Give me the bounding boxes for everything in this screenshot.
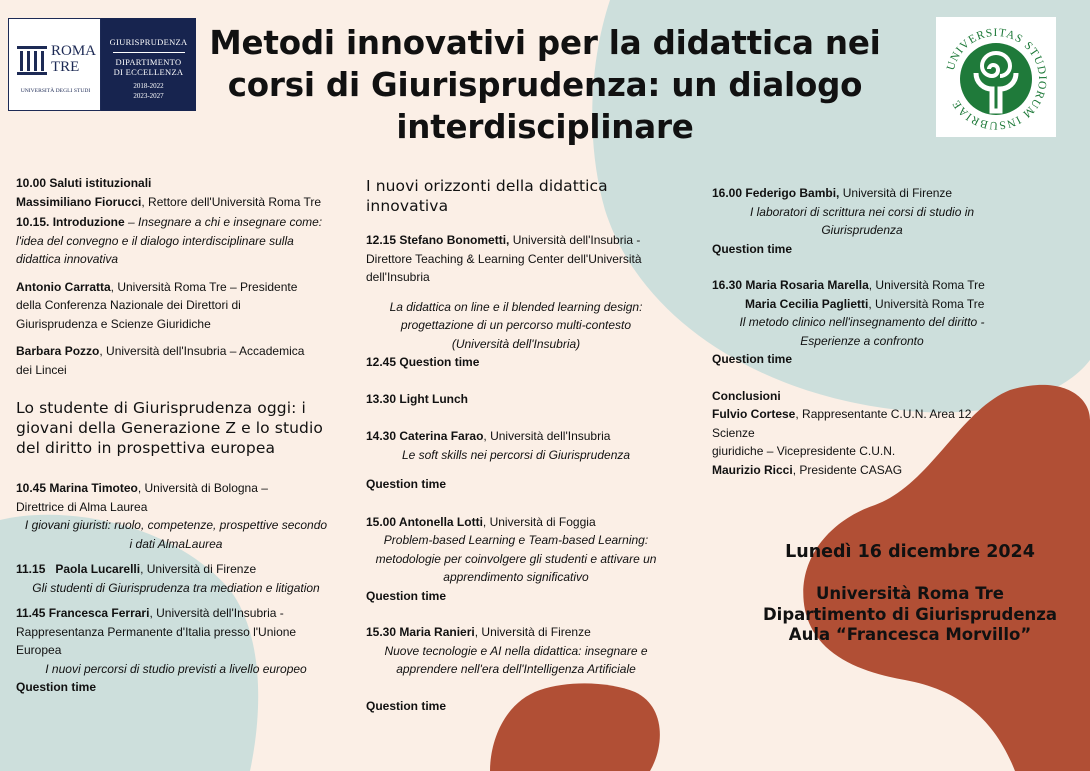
speaker-carratta: Antonio Carratta, Università Roma Tre – Presidente <box>16 279 298 294</box>
question-time-lotti: Question time <box>366 588 447 603</box>
session-marella: 16.30 Maria Rosaria Marella, Università Roma Tre <box>712 278 985 292</box>
session-ferrari: 11.45 Francesca Ferrari, Università dell'Insubria - <box>16 606 284 620</box>
question-time-ranieri: Question time <box>366 698 447 713</box>
section-heading-studente: Lo studente di Giurisprudenza oggi: i giovani della Generazione Z e lo studio del diritto in prospettiva europea <box>16 399 323 457</box>
session-lucarelli: 11.15 Paola Lucarelli, Università di Firenze <box>16 562 257 576</box>
session-ranieri-title-2: apprendere nell'era dell'Intelligenza Artificiale <box>396 662 636 676</box>
session-ferrari-title: I nuovi percorsi di studio previsti a livello europeo <box>45 661 307 676</box>
logo-giurisprudenza: GIURISPRUDENZA <box>109 37 188 47</box>
session-paglietti: Maria Cecilia Paglietti, Università Roma Tre <box>745 296 985 311</box>
title-line-3: interdisciplinare <box>396 108 694 146</box>
session-bonometti-title-2: progettazione di un percorso multi-contesto <box>400 318 632 332</box>
speaker-pozzo: Barbara Pozzo, Università dell'Insubria – Accademica <box>16 344 305 358</box>
page-title <box>200 22 890 148</box>
seal-text: UNIVERSITAS STUDIORUM INSUBRIAE <box>944 26 1049 132</box>
session-intro-line-3: didattica innovativa <box>16 252 119 266</box>
session-intro-line-1: 10.15. Introduzione – Insegnare a chi e insegnare come: <box>16 215 323 229</box>
title-line-2: corsi di Giurisprudenza: un dialogo <box>227 66 863 104</box>
session-farao-title: Le soft skills nei percorsi di Giurisprudenza <box>401 447 631 462</box>
insubria-seal-icon <box>936 17 1056 137</box>
logo-dip1: DIPARTIMENTO <box>115 57 182 67</box>
session-timoteo-title-1: I giovani giuristi: ruolo, competenze, prospettive secondo <box>24 518 328 532</box>
program-column-3 <box>712 184 1012 479</box>
session-bonometti-title-1: La didattica on line e il blended learning design: <box>389 299 643 314</box>
logo-dip2: DI ECCELLENZA <box>113 67 184 77</box>
session-ferrari-aff-3: Europea <box>16 643 62 657</box>
event-location <box>740 584 1080 646</box>
session-saluti-speaker: Massimiliano Fiorucci, Rettore dell'Università Roma Tre <box>16 194 322 209</box>
session-timoteo: 10.45 Marina Timoteo, Università di Bologna – <box>16 481 268 495</box>
session-marella-title-2: Esperienze a confronto <box>800 333 924 348</box>
event-place-2: Dipartimento di Giurisprudenza <box>762 604 1058 624</box>
session-lotti: 15.00 Antonella Lotti, Università di Foggia <box>366 514 596 529</box>
session-lucarelli-title: Gli studenti di Giurisprudenza tra mediation e litigation <box>32 580 320 595</box>
roma-tre-logo-mark <box>8 18 101 111</box>
session-intro-line-2: l'idea del convegno e il dialogo interdisciplinare sulla <box>16 233 294 248</box>
session-ranieri-title-1: Nuove tecnologie e AI nella didattica: insegnare e <box>384 643 648 658</box>
light-lunch: 13.30 Light Lunch <box>366 391 469 406</box>
program-column-1 <box>16 174 336 697</box>
program-column-2 <box>366 176 666 715</box>
session-saluti-time: 10.00 Saluti istituzionali <box>16 176 152 190</box>
session-timoteo-aff-2: Direttrice di Alma Laurea <box>16 499 148 514</box>
event-date: Lunedì 16 dicembre 2024 <box>785 542 1035 562</box>
speaker-cortese-aff-2: giuridiche – Vicepresidente C.U.N. <box>712 444 896 458</box>
insubria-logo <box>936 17 1056 137</box>
event-place-3: Aula “Francesca Morvillo” <box>788 625 1032 644</box>
session-marella-title-1: Il metodo clinico nell'insegnamento del diritto - <box>739 315 985 329</box>
columns-icon <box>17 46 47 76</box>
session-bonometti-aff-3: dell'Insubria <box>366 270 430 284</box>
session-timoteo-title-2: i dati AlmaLaurea <box>129 536 223 551</box>
dipartimento-badge <box>101 18 196 111</box>
speaker-cortese: Fulvio Cortese, Rappresentante C.U.N. Area 12 Scienze <box>712 407 972 440</box>
logo-universita: UNIVERSITÀ DEGLI STUDI <box>20 88 91 94</box>
session-bambi: 16.00 Federigo Bambi, Università di Firenze <box>712 186 953 200</box>
question-time-1245: 12.45 Question time <box>366 355 480 369</box>
logo-years1: 2018-2022 <box>133 82 164 90</box>
session-bambi-title-2: Giurisprudenza <box>821 223 903 237</box>
roma-tre-logo <box>8 18 196 111</box>
conclusioni-heading: Conclusioni <box>712 388 781 403</box>
session-ranieri: 15.30 Maria Ranieri, Università di Firenze <box>366 625 591 639</box>
speaker-carratta-aff-3: Giurisprudenza e Scienze Giuridiche <box>16 316 211 331</box>
session-bonometti-title-3: (Università dell'Insubria) <box>451 336 581 351</box>
logo-roma: ROMA <box>51 43 97 59</box>
question-time-marella: Question time <box>712 352 793 366</box>
session-ferrari-aff-2: Rappresentanza Permanente d'Italia presso l'Unione <box>16 624 297 639</box>
session-bambi-title-1: I laboratori di scrittura nei corsi di studio in <box>749 204 975 219</box>
question-time-bambi: Question time <box>712 241 793 256</box>
title-line-1: Metodi innovativi per la didattica nei <box>209 24 881 62</box>
question-time-col1: Question time <box>16 680 97 694</box>
speaker-ricci: Maurizio Ricci, Presidente CASAG <box>712 462 903 477</box>
logo-tre: TRE <box>51 59 80 75</box>
logo-separator <box>113 52 185 53</box>
event-place-1: Università Roma Tre <box>815 584 1004 603</box>
logo-years2: 2023-2027 <box>133 92 164 100</box>
session-bonometti: 12.15 Stefano Bonometti, Università dell'Insubria - <box>366 233 641 247</box>
speaker-carratta-aff-2: della Conferenza Nazionale dei Direttori di <box>16 298 241 312</box>
session-lotti-title-3: apprendimento significativo <box>443 570 589 584</box>
session-lotti-title-2: metodologie per coinvolgere gli studenti e attivare un <box>375 551 657 566</box>
session-farao: 14.30 Caterina Farao, Università dell'Insubria <box>366 429 611 443</box>
session-bonometti-aff-2: Direttore Teaching & Learning Center dell'Università <box>366 251 642 266</box>
speaker-pozzo-aff-2: dei Lincei <box>16 362 67 377</box>
question-time-farao: Question time <box>366 477 447 491</box>
session-lotti-title-1: Problem-based Learning e Team-based Learning: <box>383 533 649 547</box>
section-heading-orizzonti: I nuovi orizzonti della didattica innovativa <box>366 177 608 215</box>
